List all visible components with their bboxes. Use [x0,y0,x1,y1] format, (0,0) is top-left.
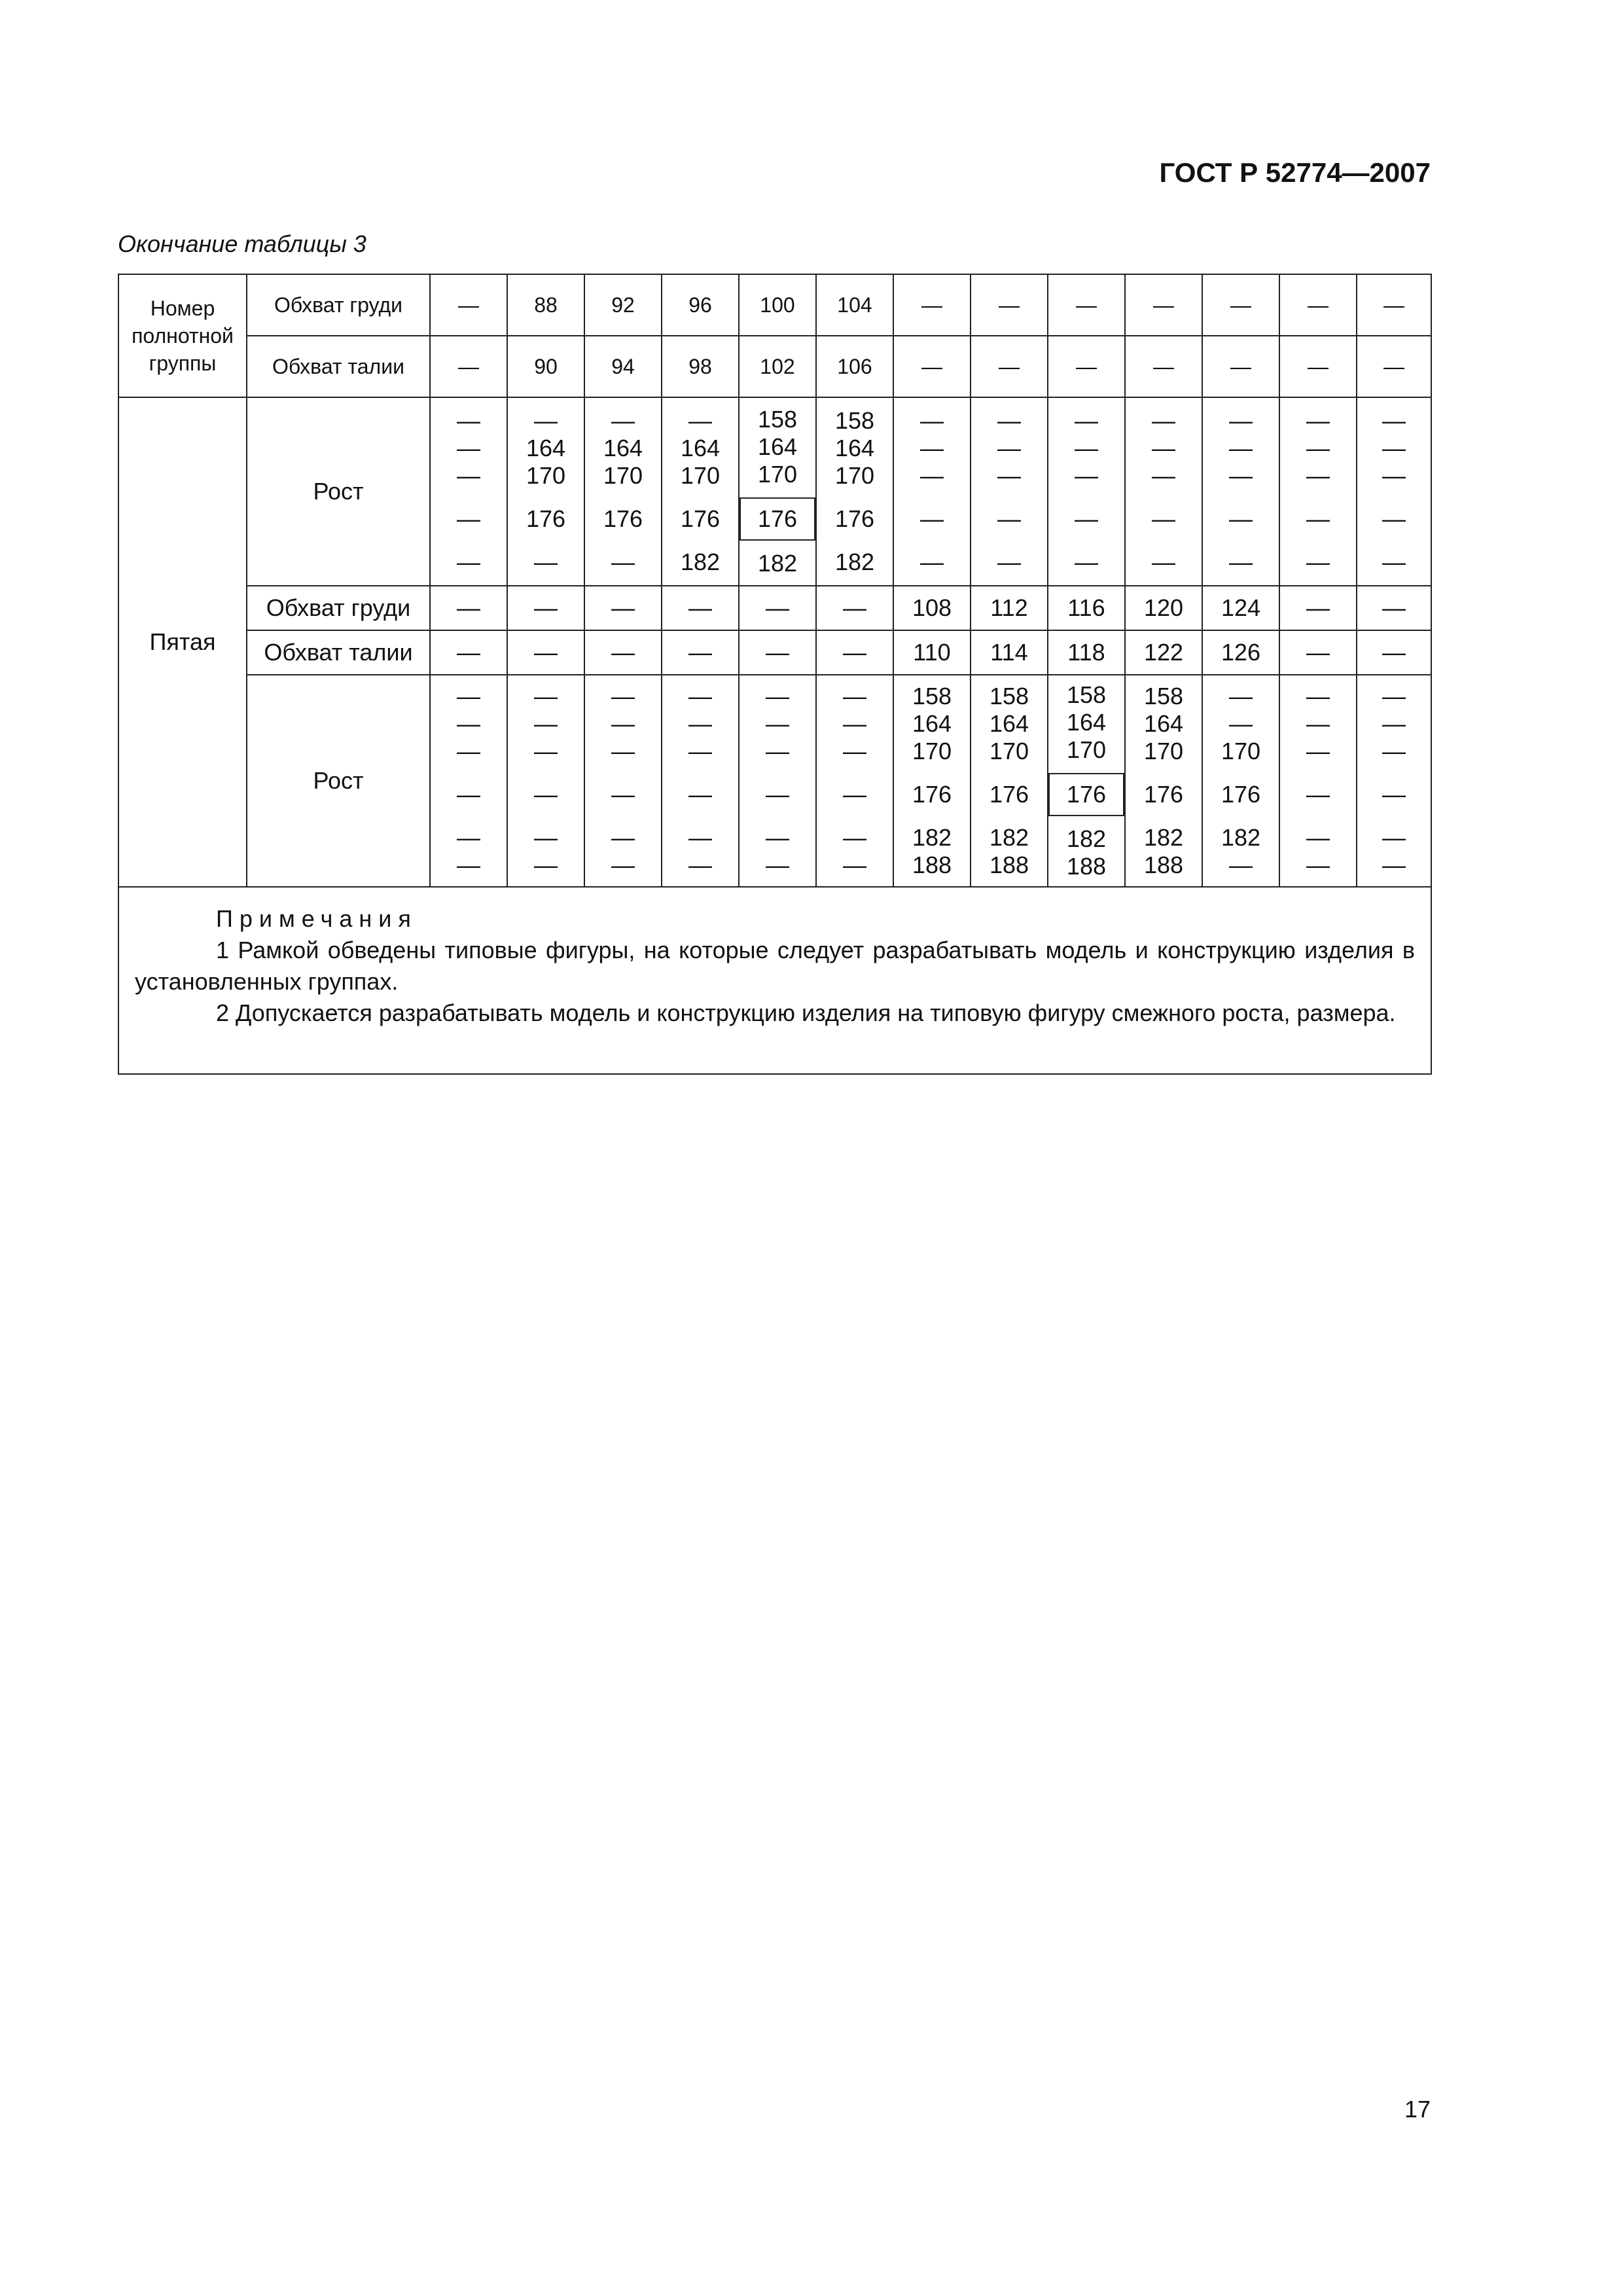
height-value: — [1382,852,1406,878]
height-value: 176 [603,505,643,532]
height-value: — [1306,781,1330,808]
table-cell: — [1048,274,1125,336]
table-cell: 98 [662,336,739,397]
table-cell: — [584,630,662,675]
height-value: — [1229,505,1253,532]
height-stack [662,407,738,576]
height-value: — [611,683,635,709]
height-value: — [688,852,712,878]
height-stack [894,683,970,879]
height-value: 176 [680,505,721,532]
table-cell: — [1125,274,1202,336]
table-cell: 122 [1125,630,1202,675]
table-cell: 104 [816,274,893,336]
height-value: — [1306,462,1330,489]
height-value: 188 [1143,852,1184,878]
height-value: — [920,505,944,532]
height-value: — [688,710,712,737]
height-value: 176 [834,505,875,532]
height-value: — [997,407,1021,434]
height-value: 176 [1221,781,1261,808]
table-cell: — [584,586,662,630]
height-value: — [534,824,558,851]
height-value: — [766,683,789,709]
height-value: — [1382,738,1406,764]
table-cell: — [1279,630,1357,675]
table-cell: 126 [1202,630,1279,675]
height-value: — [1382,683,1406,709]
row-label-waist: Обхват талии [247,630,430,675]
height-stack [894,407,970,576]
note-1: 1 Рамкой обведены типовые фигуры, на которые следует разрабатывать модель и конструкцию изделия в установленных группах. [135,937,1415,995]
waist-row [118,630,1431,675]
table-cell: — [1202,274,1279,336]
row-label-waist: Обхват талии [247,336,430,397]
height-value: — [457,781,480,808]
height-value: 158 [989,683,1029,709]
height-value: — [457,824,480,851]
notes-row [118,887,1431,1074]
height-stack [662,683,738,879]
note-2: 2 Допускается разрабатывать модель и конструкцию изделия на типовую фигуру смежного роста, размера. [216,999,1396,1026]
height-value: — [1382,548,1406,575]
table-cell: 88 [507,274,584,336]
table-cell: 114 [971,630,1048,675]
height-value: — [611,852,635,878]
table-cell: — [816,586,893,630]
table-cell: — [816,630,893,675]
height-value: 176 [912,781,952,808]
height-value: — [1306,407,1330,434]
height-value: — [534,781,558,808]
table-cell: — [1279,586,1357,630]
table-cell: — [1357,274,1431,336]
height-value: — [1075,505,1098,532]
table-cell: 110 [893,630,971,675]
height-value: — [1075,435,1098,461]
height-value: — [1382,407,1406,434]
height-value: — [1382,710,1406,737]
height-row-b [118,675,1431,887]
height-stack [1280,407,1356,576]
height-value: — [1382,505,1406,532]
height-stack [740,406,815,577]
table-cell: — [430,274,507,336]
height-value: — [1306,738,1330,764]
height-value: 182 [912,824,952,851]
height-value: — [1382,462,1406,489]
group-header-cell: Номер полнотной группы [118,274,247,397]
height-value: — [457,852,480,878]
height-value: — [688,738,712,764]
table-cell: 106 [816,336,893,397]
height-value: — [534,683,558,709]
height-stack [585,683,661,879]
height-stack [971,683,1047,879]
row-label-height: Рост [247,675,430,887]
height-value: 164 [989,710,1029,737]
height-value: 170 [757,461,798,488]
table-cell: 112 [971,586,1048,630]
table-cell: — [1357,336,1431,397]
height-value: 170 [912,738,952,764]
height-value: — [1306,824,1330,851]
height-value: 164 [603,435,643,461]
table-cell: — [893,274,971,336]
table-cell: — [507,586,584,630]
height-value: — [1382,435,1406,461]
standard-code: ГОСТ Р 52774—2007 [1159,157,1431,188]
height-value: 164 [757,433,798,460]
height-value: — [1075,462,1098,489]
height-value: — [1152,505,1175,532]
table-cell: — [893,336,971,397]
table-cell: — [1279,336,1357,397]
height-value: — [688,781,712,808]
height-value: — [611,548,635,575]
height-value: — [611,738,635,764]
height-value: 176 [526,505,566,532]
table-cell: — [1048,336,1125,397]
height-value: — [1229,852,1253,878]
height-value: 158 [912,683,952,709]
typical-figure-frame: 176 [1050,774,1123,815]
table-cell: 108 [893,586,971,630]
height-value: — [920,435,944,461]
height-value: 170 [603,462,643,489]
height-value: — [1382,781,1406,808]
height-value: 182 [1143,824,1184,851]
table-cell: — [507,630,584,675]
height-value: 164 [526,435,566,461]
height-value: — [766,852,789,878]
height-value: 170 [1066,736,1107,763]
height-value: — [920,548,944,575]
height-value: 170 [989,738,1029,764]
height-value: — [1229,407,1253,434]
height-value: — [611,710,635,737]
height-value: — [1306,710,1330,737]
height-stack [508,683,584,879]
group-name-cell: Пятая [118,397,247,887]
table-cell: 120 [1125,586,1202,630]
height-value: — [611,824,635,851]
height-stack [431,407,507,576]
height-value: — [534,852,558,878]
height-stack [817,407,893,576]
height-value: — [688,683,712,709]
table-cell: — [430,586,507,630]
table-cell: 90 [507,336,584,397]
height-value: — [766,824,789,851]
table-cell: — [662,586,739,630]
height-value: 164 [912,710,952,737]
height-value: 158 [757,406,798,433]
height-value: — [997,505,1021,532]
height-value: 164 [834,435,875,461]
height-value: 188 [912,852,952,878]
height-value: — [457,548,480,575]
height-value: — [457,505,480,532]
chest-row [118,586,1431,630]
height-value: — [1306,683,1330,709]
notes-cell [118,887,1431,1074]
height-value: — [457,435,480,461]
table-cell: 96 [662,274,739,336]
height-value: — [997,435,1021,461]
table-cell: 100 [739,274,816,336]
height-value: — [843,852,866,878]
height-value: 170 [526,462,566,489]
height-value: 182 [1066,825,1107,852]
notes-title: Примечания [216,905,418,932]
height-value: 188 [1066,853,1107,880]
row-label-height: Рост [247,397,430,586]
height-value: — [1229,710,1253,737]
height-stack [1048,681,1124,880]
height-value: — [1152,435,1175,461]
height-value: — [1152,407,1175,434]
typical-figure-frame: 176 [741,499,814,539]
height-value: — [1229,548,1253,575]
height-value: — [843,710,866,737]
height-value: — [843,824,866,851]
height-value: — [843,781,866,808]
table-cell: 124 [1202,586,1279,630]
height-stack [1048,407,1124,576]
table-cell: — [971,274,1048,336]
height-value: — [1306,852,1330,878]
height-stack [1357,683,1431,879]
height-value: — [843,683,866,709]
height-value: — [611,407,635,434]
table-cell: — [739,630,816,675]
height-value: — [1152,462,1175,489]
height-stack [1126,683,1202,879]
height-stack [740,683,815,879]
height-value: — [457,462,480,489]
height-value: 164 [1066,709,1107,736]
page-number: 17 [1404,2096,1431,2123]
table-cell: — [662,630,739,675]
height-value: — [688,407,712,434]
height-stack [1357,407,1431,576]
height-value: — [1075,407,1098,434]
table-cell: — [1357,630,1431,675]
height-value: — [1229,435,1253,461]
height-value: — [1382,824,1406,851]
height-value: — [1229,462,1253,489]
height-value: 170 [680,462,721,489]
height-value: — [457,683,480,709]
height-value: 158 [834,407,875,434]
table-cell: — [1202,336,1279,397]
table-cell: — [430,336,507,397]
height-value: 182 [680,548,721,575]
height-value: — [766,781,789,808]
height-value: 176 [989,781,1029,808]
height-value: — [997,462,1021,489]
height-value: 188 [989,852,1029,878]
height-value: — [1306,435,1330,461]
height-value: — [920,462,944,489]
height-row-a [118,397,1431,586]
height-value: 182 [834,548,875,575]
table-cell: — [1125,336,1202,397]
table-cell: — [971,336,1048,397]
height-value: 170 [1221,738,1261,764]
height-value: 182 [989,824,1029,851]
table-cell: 92 [584,274,662,336]
height-value: — [1152,548,1175,575]
height-value: — [1229,683,1253,709]
header-waist-row [118,336,1431,397]
table-cell: — [430,630,507,675]
height-value: — [534,548,558,575]
table-cell: — [1279,274,1357,336]
height-value: — [457,738,480,764]
table-cell: 116 [1048,586,1125,630]
height-stack [971,407,1047,576]
height-value: — [611,781,635,808]
height-value: 164 [680,435,721,461]
height-value: — [920,407,944,434]
height-stack [1280,683,1356,879]
height-value: 170 [834,462,875,489]
table-cell: 102 [739,336,816,397]
height-value: 158 [1143,683,1184,709]
height-value: — [688,824,712,851]
height-value: 182 [757,550,798,577]
height-value: — [1306,505,1330,532]
height-value: 158 [1066,681,1107,708]
table-cell: 118 [1048,630,1125,675]
height-value: — [534,738,558,764]
table-cell: 94 [584,336,662,397]
height-value: 182 [1221,824,1261,851]
height-value: — [766,738,789,764]
height-stack [585,407,661,576]
height-value: — [1075,548,1098,575]
height-stack [431,683,507,879]
height-value: — [457,407,480,434]
height-value: — [1306,548,1330,575]
header-chest-row [118,274,1431,336]
height-value: — [843,738,866,764]
height-stack [508,407,584,576]
height-stack [817,683,893,879]
height-value: 164 [1143,710,1184,737]
height-value: 176 [1143,781,1184,808]
height-value: — [534,710,558,737]
height-value: — [997,548,1021,575]
table-cell: — [739,586,816,630]
height-value: — [766,710,789,737]
height-stack [1126,407,1202,576]
height-value: — [534,407,558,434]
height-value: — [457,710,480,737]
table-caption: Окончание таблицы 3 [118,230,366,257]
height-stack [1203,407,1279,576]
row-label-chest: Обхват груди [247,274,430,336]
height-stack [1203,683,1279,879]
row-label-chest: Обхват груди [247,586,430,630]
height-value: 170 [1143,738,1184,764]
table-cell: — [1357,586,1431,630]
size-table [118,274,1432,1075]
